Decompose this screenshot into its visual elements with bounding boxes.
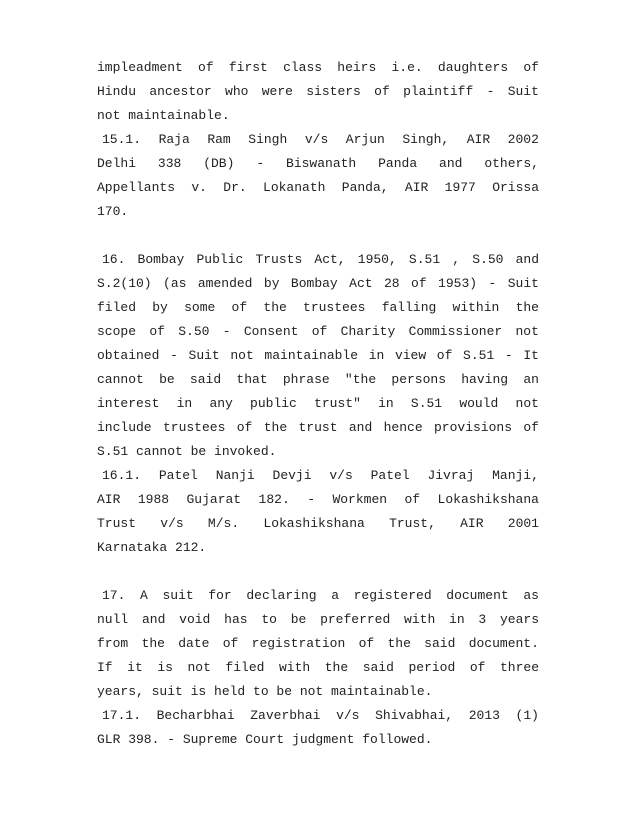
word: AIR <box>404 180 429 195</box>
word: Workmen <box>332 492 388 507</box>
word: of <box>469 660 486 675</box>
word: v/s <box>304 132 329 147</box>
word: A <box>140 588 148 603</box>
word: Act <box>349 276 373 291</box>
word: null <box>97 612 129 627</box>
word: class <box>283 60 323 75</box>
word: Panda, <box>341 180 389 195</box>
word: the <box>141 636 165 651</box>
word: Bombay <box>137 252 185 267</box>
word: M/s. <box>207 516 240 531</box>
word: Trust <box>97 516 137 531</box>
word: Patel <box>370 468 410 483</box>
word: v/s <box>336 708 360 723</box>
word: date <box>178 636 210 651</box>
word: S.50 <box>178 324 210 339</box>
text-line: 170. <box>97 204 129 219</box>
word: were <box>261 84 293 99</box>
word: 3 <box>478 612 487 627</box>
word: Nanji <box>215 468 255 483</box>
text-line <box>97 248 539 272</box>
word: v. <box>191 180 207 195</box>
word: sisters <box>306 84 361 99</box>
word: three <box>499 660 539 675</box>
word: who <box>225 84 249 99</box>
word: Raja <box>158 132 190 147</box>
paragraph-gap <box>97 224 539 248</box>
word: daughters <box>437 60 509 75</box>
word: Suit <box>188 348 220 363</box>
word: Delhi <box>97 156 137 171</box>
text-line: years, suit is held to be not maintainable. <box>97 684 433 699</box>
word: in <box>176 396 193 411</box>
word: that <box>236 372 268 387</box>
word: Zaverbhai <box>250 708 321 723</box>
word: Orissa <box>492 180 539 195</box>
word: 1977 <box>444 180 476 195</box>
word: with <box>404 612 436 627</box>
text-line: S.51 cannot be invoked. <box>97 444 277 459</box>
text-line <box>97 152 539 176</box>
word: 2001 <box>507 516 539 531</box>
word: be <box>159 372 175 387</box>
word: from <box>97 636 129 651</box>
word: 2002 <box>507 132 539 147</box>
word: - <box>307 492 316 507</box>
word: 16.1. <box>102 468 142 483</box>
word: with <box>278 660 311 675</box>
word: has <box>224 612 248 627</box>
word: years <box>499 612 539 627</box>
word: said <box>424 636 456 651</box>
text-line: not maintainable. <box>97 108 230 123</box>
text-line <box>97 320 539 344</box>
text-line <box>97 272 539 296</box>
text-line <box>97 392 539 416</box>
word: S.51 <box>408 252 441 267</box>
word: interest <box>97 396 160 411</box>
word: Arjun <box>345 132 385 147</box>
text-line <box>97 584 539 608</box>
text-line <box>97 488 539 512</box>
word: to <box>261 612 277 627</box>
word: a <box>331 588 339 603</box>
text-line <box>97 344 539 368</box>
word: "the <box>344 372 377 387</box>
text-line <box>97 176 539 200</box>
word: Shivabhai, <box>375 708 454 723</box>
word: public <box>250 396 297 411</box>
word: Lokashikshana <box>437 492 539 507</box>
word: Biswanath <box>286 156 357 171</box>
paragraph-gap <box>97 560 539 584</box>
word: others, <box>484 156 539 171</box>
text-line: Karnataka 212. <box>97 540 207 555</box>
word: Trusts <box>255 252 303 267</box>
word: for <box>208 588 232 603</box>
word: 1953) <box>438 276 478 291</box>
text-line <box>97 416 539 440</box>
word: Appellants <box>97 180 176 195</box>
word: the <box>515 300 539 315</box>
word: be <box>290 612 307 627</box>
word: of <box>358 636 375 651</box>
word: 15.1. <box>102 132 142 147</box>
word: 182. <box>258 492 290 507</box>
word: Consent <box>243 324 299 339</box>
word: and <box>348 420 373 435</box>
word: provisions <box>434 420 513 435</box>
text-line <box>97 464 539 488</box>
word: not <box>230 348 254 363</box>
word: registered <box>353 588 432 603</box>
word: Suit <box>507 276 539 291</box>
text-line <box>97 608 539 632</box>
word: - <box>170 348 178 363</box>
word: Act, <box>314 252 346 267</box>
text-line <box>97 56 539 80</box>
word: trustees <box>162 420 226 435</box>
word: any <box>209 396 233 411</box>
word: (1) <box>515 708 539 723</box>
word: Trust, <box>389 516 436 531</box>
word: scope <box>97 324 137 339</box>
word: 17.1. <box>102 708 142 723</box>
word: S.2(10) <box>97 276 152 291</box>
word: maintainable <box>264 348 359 363</box>
word: the <box>263 420 288 435</box>
word: persons <box>391 372 446 387</box>
word: would <box>459 396 499 411</box>
word: within <box>452 300 500 315</box>
word: include <box>97 420 152 435</box>
word: (DB) <box>203 156 235 171</box>
word: phrase <box>282 372 330 387</box>
word: filed <box>97 300 137 315</box>
word: of <box>149 324 165 339</box>
text-line <box>97 296 539 320</box>
word: not <box>515 324 539 339</box>
word: by <box>263 276 280 291</box>
word: view <box>394 348 427 363</box>
word: Ram <box>207 132 231 147</box>
word: some <box>184 300 216 315</box>
word: i.e. <box>391 60 423 75</box>
word: AIR <box>97 492 121 507</box>
word: 1988 <box>137 492 170 507</box>
word: of <box>198 60 214 75</box>
word: suit <box>162 588 194 603</box>
word: and <box>439 156 463 171</box>
word: Becharbhai <box>156 708 235 723</box>
word: heirs <box>337 60 377 75</box>
word: of <box>374 84 390 99</box>
word: If <box>97 660 113 675</box>
word: not <box>515 396 539 411</box>
word: the <box>263 300 287 315</box>
word: Charity <box>340 324 396 339</box>
word: it <box>127 660 143 675</box>
word: amended <box>197 276 253 291</box>
text-line <box>97 632 539 656</box>
word: v/s <box>329 468 353 483</box>
word: is <box>157 660 173 675</box>
word: of <box>436 348 453 363</box>
word: 28 <box>383 276 400 291</box>
word: and <box>141 612 166 627</box>
word: impleadment <box>97 60 183 75</box>
word: in <box>378 396 394 411</box>
word: AIR <box>466 132 491 147</box>
word: Panda <box>378 156 418 171</box>
text-line <box>97 80 539 104</box>
word: Commissioner <box>408 324 503 339</box>
word: S.51 <box>410 396 443 411</box>
word: having <box>461 372 509 387</box>
word: filed <box>225 660 265 675</box>
word: Singh, <box>402 132 450 147</box>
word: and <box>515 252 539 267</box>
word: - <box>256 156 265 171</box>
word: trust" <box>314 396 361 411</box>
word: void <box>179 612 211 627</box>
word: Devji <box>272 468 312 483</box>
word: AIR <box>460 516 484 531</box>
word: said <box>189 372 222 387</box>
word: of <box>404 492 421 507</box>
word: in <box>449 612 465 627</box>
word: period <box>408 660 456 675</box>
word: - <box>222 324 231 339</box>
word: of <box>523 420 539 435</box>
word: Bombay <box>290 276 338 291</box>
text-line <box>97 704 539 728</box>
word: - <box>486 84 495 99</box>
word: - <box>488 276 497 291</box>
word: of <box>236 420 253 435</box>
word: 17. <box>102 588 126 603</box>
word: trust <box>298 420 338 435</box>
word: Manji, <box>492 468 539 483</box>
word: v/s <box>160 516 184 531</box>
word: ancestor <box>149 84 212 99</box>
word: as <box>523 588 539 603</box>
word: trustees <box>303 300 366 315</box>
word: in <box>368 348 385 363</box>
word: cannot <box>97 372 144 387</box>
word: 1950, <box>357 252 397 267</box>
word: by <box>152 300 168 315</box>
word: Lokanath <box>263 180 326 195</box>
word: Patel <box>158 468 198 483</box>
word: the <box>387 636 411 651</box>
word: Dr. <box>223 180 247 195</box>
text-line <box>97 128 539 152</box>
word: preferred <box>320 612 391 627</box>
word: registration <box>251 636 346 651</box>
word: S.50 <box>472 252 504 267</box>
word: S.51 <box>463 348 495 363</box>
document-page <box>97 56 539 752</box>
word: Singh <box>248 132 288 147</box>
word: of <box>411 276 427 291</box>
word: Gujarat <box>186 492 242 507</box>
word: 338 <box>157 156 182 171</box>
word: hence <box>383 420 423 435</box>
text-line <box>97 512 539 536</box>
word: first <box>228 60 268 75</box>
word: 2013 <box>468 708 500 723</box>
word: (as <box>163 276 187 291</box>
word: - <box>504 348 513 363</box>
word: an <box>523 372 539 387</box>
word: of <box>231 300 248 315</box>
text-line <box>97 368 539 392</box>
word: obtained <box>97 348 160 363</box>
word: Lokashikshana <box>263 516 365 531</box>
word: of <box>311 324 328 339</box>
word: of <box>523 60 539 75</box>
word: Public <box>196 252 244 267</box>
word: Jivraj <box>427 468 475 483</box>
word: Hindu <box>97 84 137 99</box>
word: Suit <box>507 84 539 99</box>
word: the <box>324 660 349 675</box>
word: said <box>362 660 394 675</box>
word: It <box>523 348 539 363</box>
word: document <box>446 588 509 603</box>
text-line: GLR 398. - Supreme Court judgment followed. <box>97 732 433 747</box>
word: , <box>452 252 461 267</box>
word: document. <box>468 636 539 651</box>
word: declaring <box>246 588 317 603</box>
word: plaintiff <box>403 84 474 99</box>
word: of <box>222 636 239 651</box>
word: falling <box>381 300 437 315</box>
word: 16. <box>102 252 126 267</box>
word: not <box>187 660 211 675</box>
text-line <box>97 656 539 680</box>
